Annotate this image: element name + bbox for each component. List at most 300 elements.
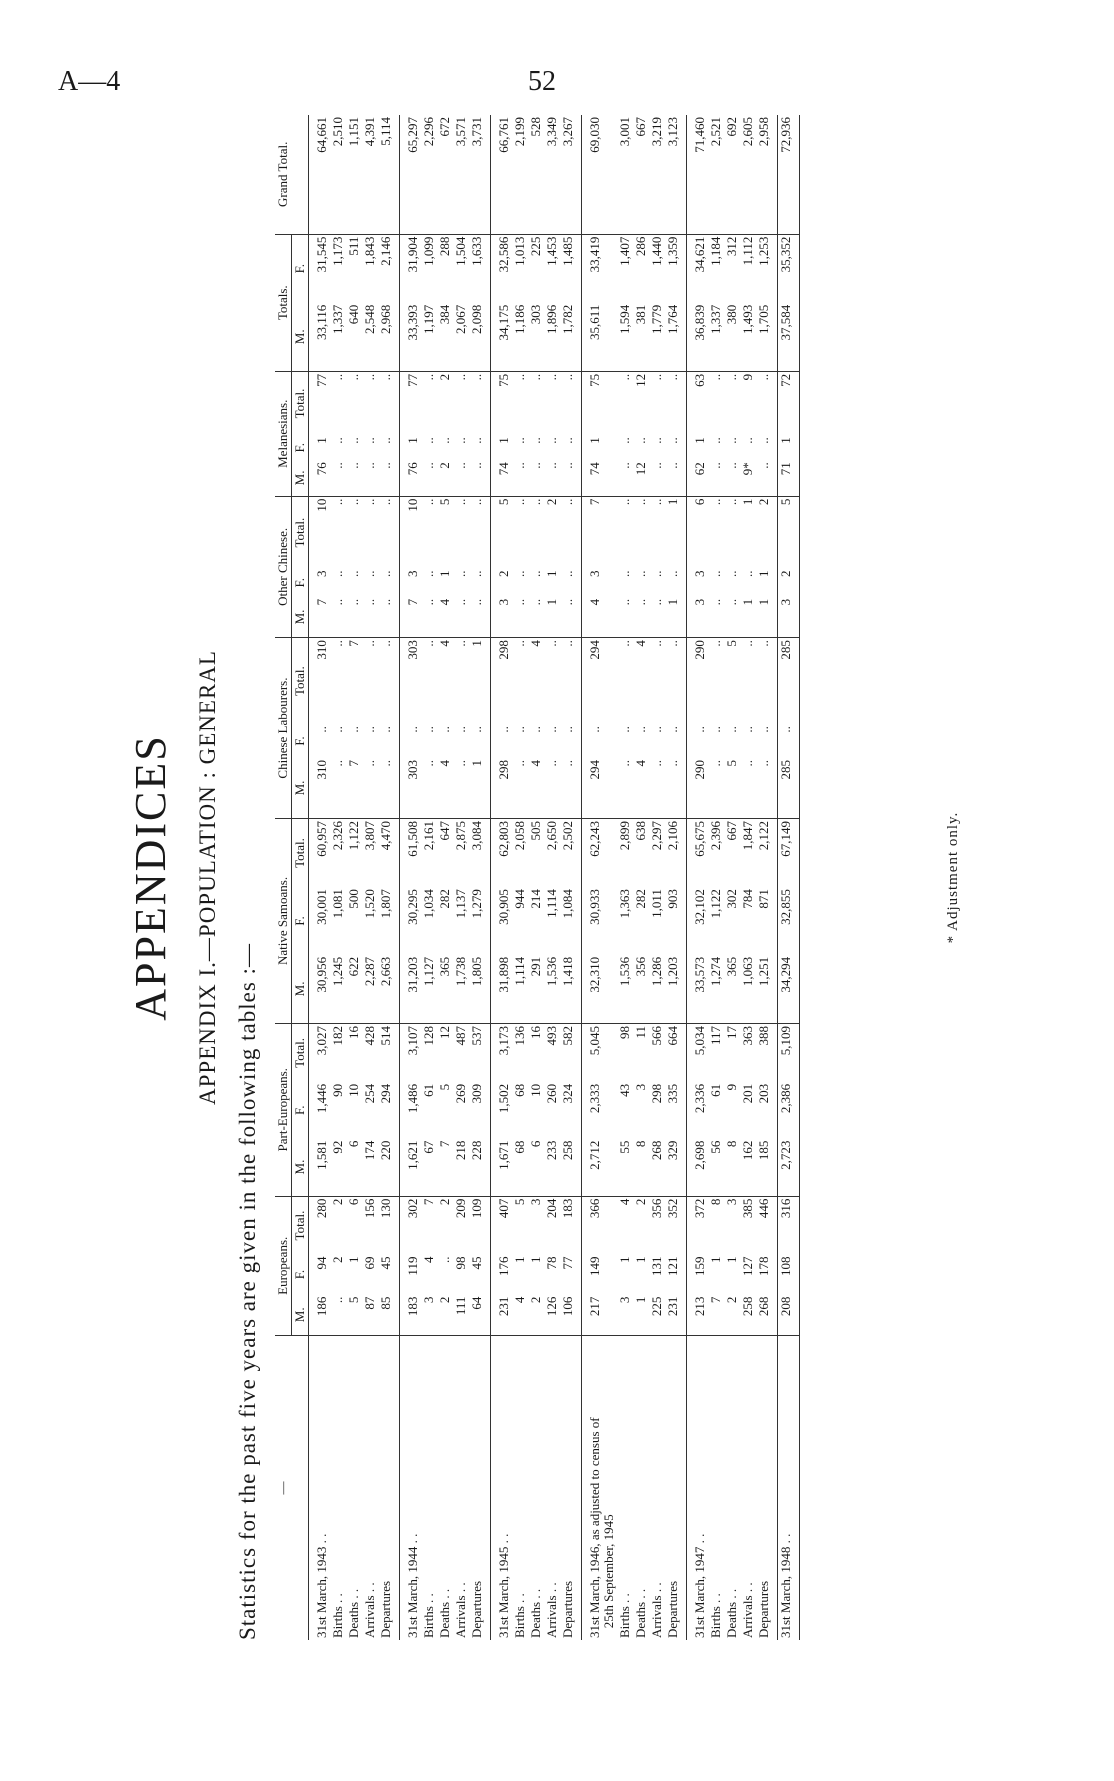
table-cell: 285 [778,638,800,724]
table-cell: .. [469,371,491,435]
table-cell: 94 [314,1256,329,1270]
table-cell: .. [528,373,543,381]
table-cell: 268 [756,1295,778,1336]
table-cell: .. [560,460,582,496]
row-label: Deaths . . [437,1588,452,1638]
table-cell: .. [740,726,755,733]
table-cell: 67 [421,1139,437,1197]
table-cell: 324 [560,1082,582,1139]
table-cell: 6 [346,1139,362,1197]
table-cell: 667 [633,115,649,234]
table-cell: .. [740,437,755,444]
table-cell: 3,123 [665,115,687,234]
table-cell: .. [469,435,491,460]
table-cell: .. [378,638,400,724]
table-cell: 537 [469,1023,491,1081]
table-cell: 310 [314,640,329,660]
table-cell: 1 [617,1256,632,1264]
table-cell: 692 [724,115,740,234]
table-cell: 2,698 [687,1139,709,1197]
table-cell: 2,899 [617,820,632,851]
table-cell: 1,279 [469,887,491,955]
table-cell: 225 [528,236,543,257]
table-cell: 385 [740,1198,755,1219]
table-cell: .. [528,570,543,578]
table-cell: 260 [544,1083,559,1104]
table-cell: 6 [692,498,707,506]
table-cell: 16 [528,1025,543,1039]
table-cell: 2,199 [512,115,528,234]
table-cell: 1,122 [708,889,723,919]
table-cell: 1 [740,498,755,506]
table-cell: 174 [362,1139,378,1197]
table-cell: 225 [649,1295,665,1336]
table-cell: 201 [740,1083,755,1104]
table-cell: .. [740,570,755,578]
table-cell: 356 [649,1198,664,1219]
table-cell: 1,671 [491,1139,513,1197]
table-cell: 4 [582,597,618,638]
table-cell: .. [665,638,687,724]
table-cell: .. [421,460,437,496]
row-label: Departures [756,1336,778,1641]
table-cell: .. [560,724,582,758]
table-cell: 72,936 [778,115,800,234]
table-cell: 298 [491,758,513,818]
table-cell: 784 [740,889,755,909]
table-cell: 1,446 [314,1083,329,1114]
table-cell: .. [708,570,723,578]
table-cell: 126 [544,1295,560,1336]
table-cell: 1,274 [708,955,724,1024]
table-cell: 268 [649,1139,665,1197]
table-cell: .. [724,726,739,733]
table-cell: 871 [756,887,778,955]
table-cell: 176 [496,1256,511,1277]
table-cell: 2,510 [330,115,346,234]
table-cell: .. [544,640,559,647]
table-cell: 294 [378,1082,400,1139]
table-cell: 2,058 [512,820,527,851]
table-cell: 1 [587,437,602,444]
table-cell: 285 [778,758,800,818]
table-cell: 1,063 [740,955,756,1024]
row-label: Departures [665,1336,687,1641]
table-cell: 10 [346,1083,361,1097]
table-cell: .. [665,460,687,496]
table-cell: 352 [665,1196,687,1254]
table-cell: 316 [778,1196,800,1254]
table-cell: .. [756,371,778,435]
table-cell: 10 [314,498,329,512]
table-cell: 64 [469,1295,491,1336]
table-cell: 67,149 [778,818,800,887]
table-cell: 4 [421,1256,436,1264]
table-cell: .. [346,498,361,506]
table-row [617,115,633,1640]
table-cell: .. [453,726,468,733]
table-cell: 356 [633,955,649,1024]
table-cell: .. [724,460,740,496]
table-cell: .. [617,640,632,647]
table-cell: 1 [528,1256,543,1264]
table-cell: 117 [708,1025,723,1045]
table-cell: 667 [724,820,739,841]
sub-header-f: F. [292,1255,309,1295]
table-cell: 254 [362,1083,377,1104]
table-cell: .. [421,437,436,444]
table-cell: 2,386 [778,1082,800,1139]
table-cell: .. [649,570,664,578]
table-cell: .. [708,460,724,496]
table-row [724,115,740,1640]
sub-header-total: Total. [292,1023,309,1081]
table-cell: .. [528,498,543,506]
table-cell: 7 [346,640,361,647]
table-cell: .. [724,570,739,578]
table-cell: 4 [528,758,544,818]
table-cell: 7 [400,597,422,638]
table-cell: 1,363 [617,889,632,919]
table-cell: 5 [346,1295,362,1336]
table-cell: 2 [724,1295,740,1336]
table-cell: .. [421,498,436,506]
table-cell: 2 [437,460,453,496]
table-cell: 68 [512,1139,528,1197]
table-cell: .. [665,758,687,818]
sub-header-f: F. [292,724,309,758]
table-cell: 1 [405,437,420,444]
page-number: 52 [528,66,556,97]
intro-text: Statistics for the past five years are given in the following tables :— [235,943,260,1640]
table-cell: 9 [740,373,755,381]
table-row [309,115,331,1640]
table-cell: 1,805 [469,955,491,1024]
table-cell: 217 [582,1295,618,1336]
table-cell: 130 [378,1196,400,1254]
table-cell: 380 [724,303,740,372]
table-cell: 303 [400,758,422,818]
sub-header-total: Total. [292,371,309,435]
table-row [346,115,362,1640]
table-row [491,115,513,1640]
table-cell: 156 [362,1198,377,1219]
table-cell: .. [362,498,377,506]
table-cell: 7 [309,597,331,638]
table-cell: 1,896 [544,303,560,372]
appendix-subtitle: APPENDIX I.—POPULATION : GENERAL [195,650,220,1105]
table-cell: .. [330,498,345,506]
table-cell: 2,067 [453,303,469,372]
table-cell: .. [528,726,543,733]
table-cell: 282 [633,889,648,909]
table-cell: 7 [708,1295,724,1336]
table-cell: 9* [740,460,756,496]
table-cell: 1,418 [560,955,582,1024]
table-cell: 1 [665,496,687,568]
table-cell: 1,807 [378,887,400,955]
table-cell: .. [544,373,559,381]
table-cell: 290 [692,640,707,660]
table-cell: 294 [582,758,618,818]
table-cell: 1 [496,437,511,444]
table-cell: 204 [544,1198,559,1219]
table-cell: .. [346,437,361,444]
table-cell: .. [437,437,452,444]
row-label: 31st March, 1946, as adjusted to census of 25th September, 1945 [587,1417,616,1638]
row-label: 31st March, 1943 . . [314,1533,329,1638]
table-cell: 2,663 [378,955,400,1024]
table-cell: 3,807 [362,820,377,851]
table-cell: 2,396 [708,820,723,851]
table-cell: 2,605 [740,115,756,234]
group-header-other-chinese: Other Chinese. [275,496,292,637]
table-cell: .. [378,724,400,758]
table-cell: 3,027 [314,1025,329,1056]
table-cell: 33,393 [400,303,422,372]
table-cell: .. [665,371,687,435]
table-cell: 62,803 [496,820,511,857]
table-cell: 30,295 [405,889,420,925]
table-cell: 5,045 [587,1025,602,1056]
table-cell: 30,956 [309,955,331,1024]
table-cell: 366 [587,1198,602,1219]
table-cell: 3 [633,1083,648,1091]
table-cell: 8 [633,1139,649,1197]
table-cell: .. [437,726,452,733]
table-cell: 3 [692,570,707,578]
table-cell: 1,137 [453,889,468,919]
table-cell: 1,151 [346,115,362,234]
table-cell: 1,738 [453,955,469,1024]
table-cell: 45 [469,1255,491,1295]
group-header-melanesians: Melanesians. [275,371,292,496]
table-cell: 1 [633,1256,648,1264]
table-cell: 119 [405,1256,420,1276]
table-cell: 5 [724,640,739,647]
table-cell: 3,084 [469,818,491,887]
table-cell: 92 [330,1139,346,1197]
table-cell: .. [421,758,437,818]
table-cell: 1,099 [421,236,436,266]
table-cell: 209 [453,1198,468,1219]
table-cell: 4 [528,640,543,647]
table-cell: 1,013 [512,236,527,266]
table-cell: 5 [496,498,511,506]
table-cell: 1,843 [362,236,377,266]
table-cell: 528 [528,115,544,234]
table-cell: .. [560,371,582,435]
table-cell: 34,621 [692,236,707,273]
table-cell: 4,470 [378,818,400,887]
table-cell: .. [756,638,778,724]
table-cell: 1,081 [330,889,345,919]
table-cell: 33,573 [687,955,709,1024]
table-cell: 34,175 [491,303,513,372]
row-label: Births . . [421,1593,436,1638]
sub-header-total: Total. [292,818,309,887]
table-cell: 303 [528,303,544,372]
table-cell: .. [756,460,778,496]
table-cell: 61 [421,1083,436,1097]
table-cell: 1,536 [617,955,633,1024]
table-cell: 55 [617,1139,633,1197]
table-cell: 131 [649,1256,664,1277]
table-cell: 1,440 [649,236,664,266]
table-cell: 269 [453,1083,468,1104]
table-cell: .. [617,460,633,496]
table-cell: 3 [528,1198,543,1206]
table-row [330,115,346,1640]
table-cell: 31,904 [405,236,420,273]
table-cell: .. [587,726,602,733]
table-cell: .. [724,597,740,638]
table-cell: 76 [400,460,422,496]
table-cell: .. [362,726,377,733]
table-cell: 566 [649,1025,664,1046]
table-row [437,115,453,1640]
table-cell: 1,359 [665,234,687,303]
table-cell: .. [378,435,400,460]
table-cell: .. [724,498,739,506]
table-cell: .. [633,570,648,578]
table-cell: 1,493 [740,303,756,372]
table-cell: .. [560,435,582,460]
table-cell: 2,336 [692,1083,707,1114]
table-cell: 428 [362,1025,377,1046]
table-cell: 34,294 [778,955,800,1024]
table-cell: .. [708,640,723,647]
table-cell: .. [330,373,345,381]
table-cell: 511 [346,236,361,256]
table-cell: 2,875 [453,820,468,851]
table-cell: 1,581 [309,1139,331,1197]
table-cell: 1,122 [346,820,361,851]
table-cell: .. [617,597,633,638]
table-cell: 280 [314,1198,329,1219]
table-cell: .. [330,758,346,818]
table-cell: 1 [692,437,707,444]
table-cell: .. [330,640,345,647]
table-cell: 1,502 [496,1083,511,1114]
row-label: Arrivals . . [649,1582,664,1638]
table-cell: .. [421,373,436,381]
table-cell: 1,084 [560,887,582,955]
table-cell: 159 [692,1256,707,1277]
table-cell: .. [512,460,528,496]
table-cell: .. [469,496,491,568]
table-row [687,115,709,1640]
table-cell: 3 [491,597,513,638]
table-cell: 1 [708,1256,723,1264]
table-cell: 64,661 [309,115,331,234]
table-cell: .. [724,373,739,381]
table-cell: 7 [421,1198,436,1206]
table-cell: .. [778,724,800,758]
table-cell: 1,186 [512,303,528,372]
table-cell: 76 [309,460,331,496]
table-cell: .. [649,373,664,381]
table-cell: 303 [405,640,420,660]
table-cell: .. [362,373,377,381]
table-cell: 69 [362,1256,377,1270]
table-cell: 1 [633,1295,649,1336]
table-cell: .. [756,758,778,818]
table-cell: 1 [544,597,560,638]
table-cell: .. [649,726,664,733]
table-cell: 487 [453,1025,468,1046]
table-cell: .. [453,640,468,647]
table-cell: 7 [437,1139,453,1197]
table-cell: 3,349 [544,115,560,234]
table-cell: 640 [346,303,362,372]
table-cell: 5 [437,1083,452,1091]
table-cell: .. [756,724,778,758]
table-cell: 109 [469,1196,491,1254]
table-cell: .. [649,498,664,506]
table-cell: 228 [469,1139,491,1197]
table-cell: 3,267 [560,115,582,234]
table-cell: 3,107 [405,1025,420,1056]
table-cell: 4 [437,597,453,638]
row-label: Births . . [512,1593,527,1638]
table-cell: .. [617,570,632,578]
row-label: Births . . [617,1593,632,1638]
table-cell: 78 [544,1256,559,1270]
table-cell: 1,203 [665,955,687,1024]
table-cell: .. [330,597,346,638]
table-cell: 365 [437,955,453,1024]
table-cell: .. [512,758,528,818]
table-cell: 3 [405,570,420,578]
table-cell: 2,146 [378,234,400,303]
table-cell: 6 [346,1198,361,1206]
table-cell: 1,197 [421,303,437,372]
table-cell: 4 [512,1295,528,1336]
table-row [649,115,665,1640]
group-header-grand-total: Grand Total. [275,115,309,234]
table-cell: .. [314,726,329,733]
table-cell: 298 [649,1083,664,1104]
table-cell: 7 [346,758,362,818]
table-cell: 2,958 [756,115,778,234]
table-cell: 45 [378,1255,400,1295]
table-cell: 231 [665,1295,687,1336]
table-cell: 1,847 [740,820,755,851]
table-cell: 10 [528,1083,543,1097]
table-cell: 2 [437,1295,453,1336]
table-cell: 505 [528,820,543,841]
table-cell: .. [649,597,665,638]
table-cell: .. [708,498,723,506]
row-label: Deaths . . [346,1588,361,1638]
table-cell: .. [362,460,378,496]
table-cell: 500 [346,889,361,909]
table-cell: 1,486 [405,1083,420,1114]
table-cell: 310 [309,758,331,818]
table-cell: 75 [496,373,511,387]
table-cell: 2,548 [362,303,378,372]
table-cell: 87 [362,1295,378,1336]
table-cell: 98 [617,1025,632,1039]
sub-header-total: Total. [292,638,309,724]
table-cell: 71 [778,460,800,496]
row-label: Deaths . . [633,1588,648,1638]
row-label: 31st March, 1944 . . [405,1533,420,1638]
table-cell: .. [665,569,687,597]
table-cell: 1 [756,569,778,597]
table-cell: 69,030 [582,115,618,234]
